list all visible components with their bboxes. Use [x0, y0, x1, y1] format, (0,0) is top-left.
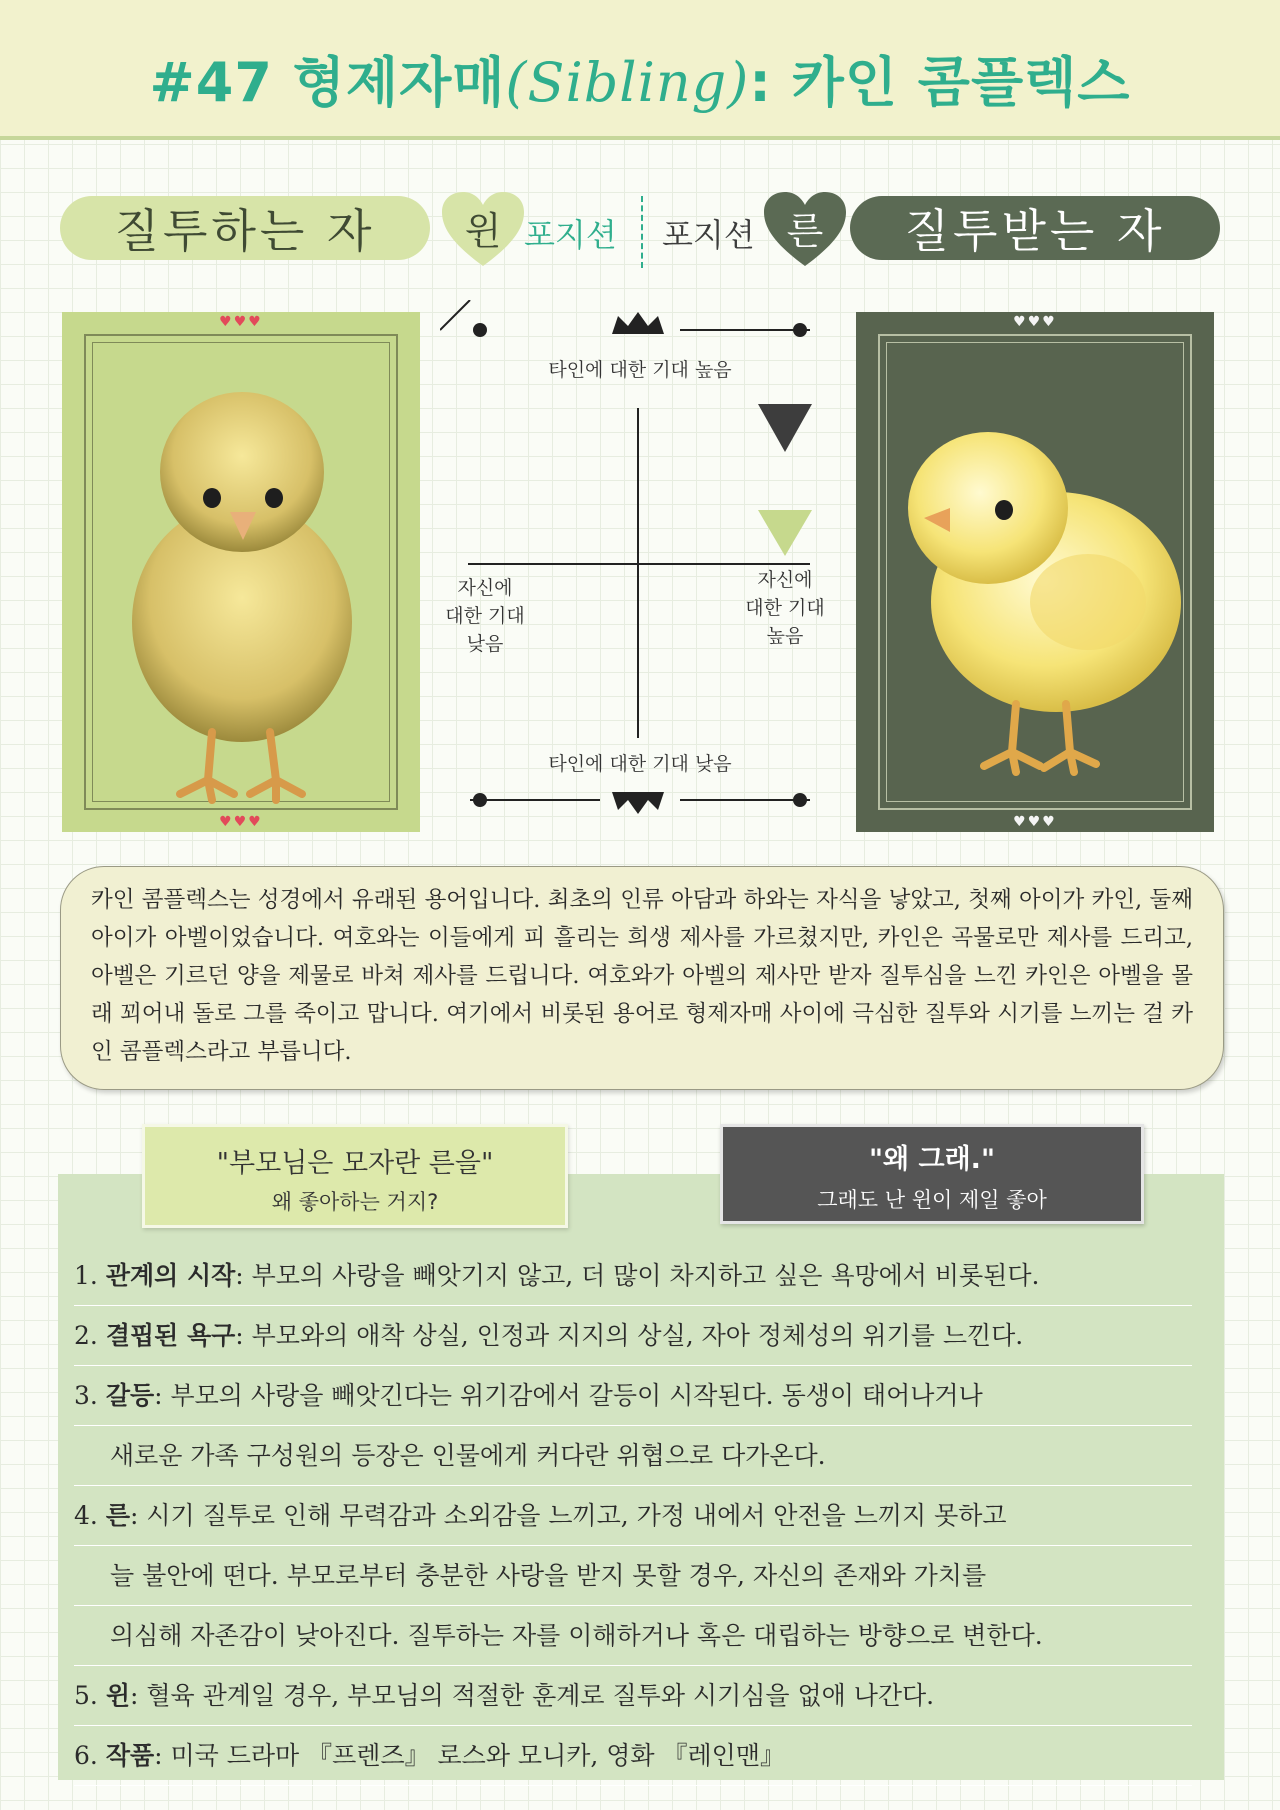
light-triangle-marker	[758, 510, 812, 556]
key-point-text: : 부모와의 애착 상실, 인정과 지지의 상실, 자아 정체성의 위기를 느낀다.	[235, 1321, 1024, 1350]
right-axis-label-line: 자신에	[757, 569, 813, 591]
left-axis-label	[440, 574, 530, 658]
right-axis-label-line: 대한 기대	[745, 597, 825, 619]
key-point-text: : 부모의 사랑을 빼앗긴다는 위기감에서 갈등이 시작된다. 동생이 태어나거나	[154, 1381, 983, 1410]
right-axis-label-line: 높음	[766, 625, 804, 647]
crown-icon	[612, 312, 664, 334]
key-point-term: 결핍된 욕구	[105, 1321, 236, 1350]
key-point-text: 새로운 가족 구성원의 등장은 인물에게 커다란 위협으로 다가온다.	[110, 1441, 826, 1470]
key-point-line	[74, 1426, 1192, 1486]
right-heart-badge	[762, 190, 848, 270]
crown-icon	[612, 792, 664, 814]
left-position-caption: 포지션	[524, 216, 617, 254]
explanation-text: 카인 콤플렉스는 성경에서 유래된 용어입니다. 최초의 인류 아담과 하와는 자식을 낳았고, 첫째 아이가 카인, 둘째 아이가 아벨이었습니다. 여호와는 이들에게 피 흘리는 희생 제사를 가르쳤지만, 카인은 곡물로만 제사를 드리고, 아벨은 기르던 양을 제물로 바쳐 제사를 드립니다. 여호와가 아벨의 제사만 받자 질투심을 느낀 카인은 아벨을 몰래 꾀어내 돌로 그를 죽이고 맙니다. 여기에서 비롯된 용어로 형제자매 사이에 극심한 질투와 시기를 느끼는 걸 카인 콤플렉스라고 부릅니다.	[91, 887, 1193, 1065]
title-suffix: : 카인 콤플렉스	[749, 51, 1131, 114]
quote-sub: 왜 좋아하는 거지?	[271, 1190, 439, 1214]
envied-chick-card	[856, 312, 1214, 832]
left-heart-label: 윈	[464, 209, 502, 253]
dark-triangle-marker	[758, 404, 812, 452]
key-point-text: : 미국 드라마 『프렌즈』 로스와 모니카, 영화 『레인맨』	[154, 1741, 785, 1770]
right-position-caption: 포지션	[662, 216, 755, 254]
jealous-chick-card	[62, 312, 420, 832]
top-axis-label: 타인에 대한 기대 높음	[548, 359, 732, 381]
card-heart-ornament: ♥♥♥	[1013, 314, 1057, 330]
side-chick-illustration	[856, 312, 1214, 832]
right-heart-label: 른	[786, 209, 824, 253]
front-chick-illustration	[62, 312, 420, 832]
key-point-number: 6.	[74, 1741, 106, 1770]
key-point-term: 작품	[105, 1741, 155, 1770]
card-heart-ornament: ♥♥♥	[219, 814, 263, 830]
key-point-text: : 시기 질투로 인해 무력감과 소외감을 느끼고, 가정 내에서 안전을 느끼지 못하고	[129, 1501, 1007, 1530]
key-point-line	[74, 1606, 1192, 1666]
envied-quote-box	[720, 1124, 1144, 1224]
left-axis-label-line: 대한 기대	[445, 605, 525, 627]
key-point-number: 5.	[74, 1681, 106, 1710]
cain-complex-explanation-box	[60, 866, 1224, 1090]
key-point-term: 관계의 시작	[105, 1261, 236, 1290]
jealous-one-pill: 질투하는 자	[60, 196, 430, 260]
key-point-text: 늘 불안에 떤다. 부모로부터 충분한 사랑을 받지 못할 경우, 자신의 존재와 가치를	[110, 1561, 987, 1590]
page-title	[0, 40, 1280, 117]
quote-main: "부모님은 모자란 른을"	[216, 1148, 494, 1179]
header-banner	[0, 0, 1280, 140]
key-point-text: : 부모의 사랑을 빼앗기지 않고, 더 많이 차지하고 싶은 욕망에서 비롯된다.	[235, 1261, 1040, 1290]
envied-one-pill: 질투받는 자	[850, 196, 1220, 260]
title-script: (Sibling)	[505, 51, 750, 114]
left-axis-label-line: 자신에	[457, 577, 513, 599]
bottom-axis-label: 타인에 대한 기대 낮음	[548, 753, 732, 775]
key-point-line	[74, 1246, 1192, 1306]
left-axis-label-line: 낮음	[466, 633, 504, 655]
key-point-number: 1.	[74, 1261, 106, 1290]
key-point-line	[74, 1366, 1192, 1426]
left-heart-badge	[440, 190, 526, 270]
key-points-list	[74, 1246, 1192, 1786]
key-point-number: 3.	[74, 1381, 106, 1410]
key-point-line	[74, 1666, 1192, 1726]
quote-sub: 그래도 난 윈이 제일 좋아	[817, 1188, 1047, 1212]
key-point-line	[74, 1726, 1192, 1786]
key-point-text: : 혈육 관계일 경우, 부모님의 적절한 훈계로 질투와 시기심을 없애 나간다.	[129, 1681, 935, 1710]
title-prefix: #47 형제자매	[149, 51, 506, 114]
right-axis-label	[736, 566, 834, 650]
key-point-term: 윈	[105, 1681, 130, 1710]
jealous-quote-box	[142, 1124, 568, 1228]
key-point-term: 른	[105, 1501, 130, 1530]
key-point-number: 4.	[74, 1501, 106, 1530]
key-point-number: 2.	[74, 1321, 106, 1350]
key-point-text: 의심해 자존감이 낮아진다. 질투하는 자를 이해하거나 혹은 대립하는 방향으로 변한다.	[110, 1621, 1043, 1650]
key-point-line	[74, 1546, 1192, 1606]
expectation-quadrant-diagram	[440, 300, 840, 830]
key-point-line	[74, 1306, 1192, 1366]
quote-main: "왜 그래."	[868, 1144, 996, 1175]
key-point-term: 갈등	[105, 1381, 155, 1410]
position-divider	[641, 196, 643, 268]
card-heart-ornament: ♥♥♥	[219, 314, 263, 330]
card-heart-ornament: ♥♥♥	[1013, 814, 1057, 830]
key-point-line	[74, 1486, 1192, 1546]
